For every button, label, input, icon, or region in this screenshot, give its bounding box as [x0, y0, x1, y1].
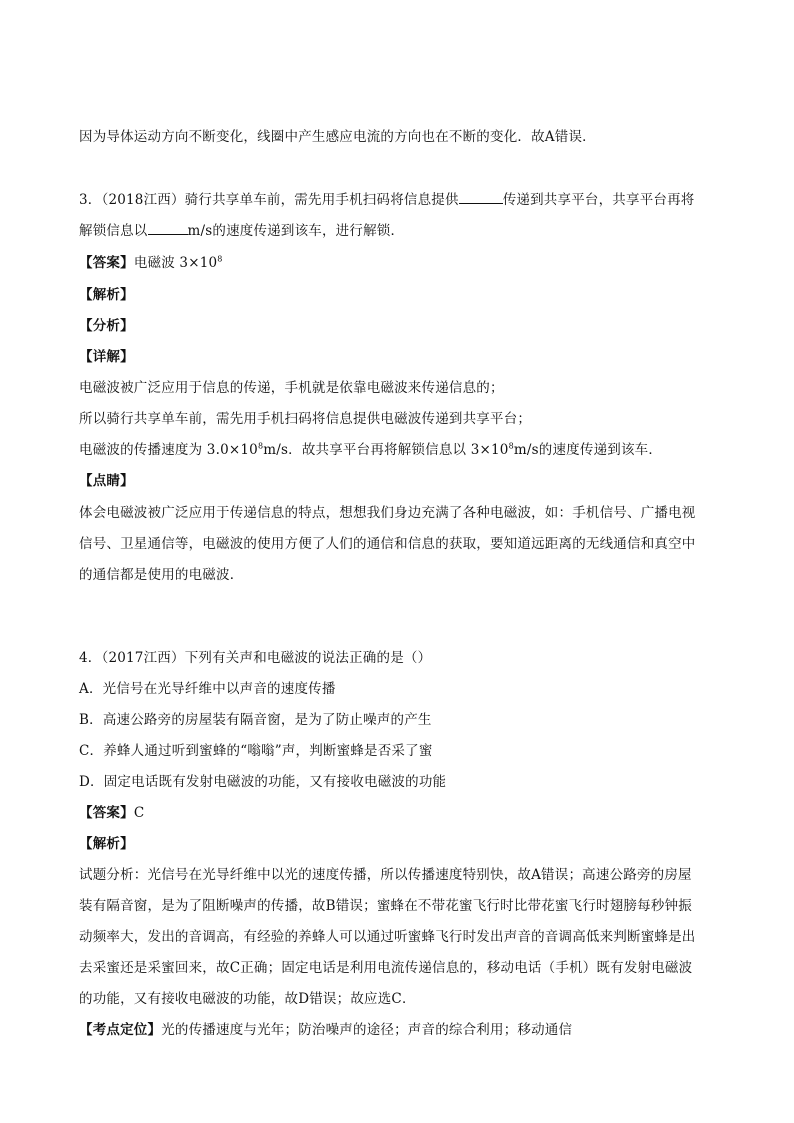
q3-blank-1 [459, 191, 503, 204]
q3-answer-label: 【答案】 [79, 255, 134, 271]
q4-answer: 【答案】C [79, 805, 145, 821]
prev-answer-continuation: 因为导体运动方向不断变化，线圈中产生感应电流的方向也在不断的变化．故A错误． [79, 129, 596, 145]
q3-point-line1: 体会电磁波被广泛应用于传递信息的特点，想想我们身边充满了各种电磁波，如：手机信号、广播电视 [79, 505, 696, 521]
q4-analysis-line5: 的功能，又有接收电磁波的功能，故D错误；故应选C． [79, 991, 416, 1007]
q3-fenxi-label: 【分析】 [79, 318, 134, 334]
q3-point-label: 【点睛】 [79, 473, 134, 489]
q3-point-line3: 的通信都是使用的电磁波． [79, 567, 244, 583]
q4-analysis-line3: 动频率大，发出的音调高，有经验的养蜂人可以通过听蜜蜂飞行时发出声音的音调高低来判断蜜蜂是出 [79, 929, 696, 945]
q4-option-b: B．高速公路旁的房屋装有隔音窗，是为了防止噪声的产生 [79, 712, 432, 728]
q3-detail-line3: 电磁波的传播速度为 $3.0\times 10^8m/s$．故共享平台再将解锁信息以 $3\times 10^8m/s$的速度传递到该车． [79, 441, 663, 458]
q3-answer: 【答案】电磁波 $3\times 10^8$ [79, 254, 223, 271]
q4-analysis-line2: 装有隔音窗，是为了阻断噪声的传播，故B错误；蜜蜂在不带花蜜飞行时比带花蜜飞行时翅膀每秒钟振 [79, 898, 692, 914]
q4-stem: 4．（2017江西）下列有关声和电磁波的说法正确的是（） [79, 650, 432, 666]
q4-kaodian: 【考点定位】光的传播速度与光年；防治噪声的途径；声音的综合利用；移动通信 [79, 1022, 573, 1038]
q4-option-d: D．固定电话既有发射电磁波的功能，又有接收电磁波的功能 [79, 774, 447, 790]
q4-kaodian-label: 【考点定位】 [79, 1022, 162, 1038]
q4-answer-label: 【答案】 [79, 805, 134, 821]
q3-blank-2 [148, 222, 188, 235]
q3-detail-label: 【详解】 [79, 349, 134, 365]
q3-detail-line1: 电磁波被广泛应用于信息的传递，手机就是依靠电磁波来传递信息的； [79, 380, 504, 396]
q3-analysis-label: 【解析】 [79, 287, 134, 303]
q4-option-c: C．养蜂人通过听到蜜蜂的“嗡嗡”声，判断蜜蜂是否采了蜜 [79, 743, 433, 759]
q4-analysis-line1: 试题分析：光信号在光导纤维中以光的速度传播，所以传播速度特别快，故A错误；高速公路旁的房屋 [79, 867, 692, 883]
q3-stem-line2: 解锁信息以 m/s的速度传递到该车，进行解锁． [79, 223, 405, 239]
q3-detail-line2: 所以骑行共享单车前，需先用手机扫码将信息提供电磁波传递到共享平台； [79, 411, 532, 427]
q4-option-a: A．光信号在光导纤维中以声音的速度传播 [79, 681, 336, 697]
q4-analysis-label: 【解析】 [79, 836, 134, 852]
q3-stem-line1: 3．（2018江西）骑行共享单车前，需先用手机扫码将信息提供 传递到共享平台，共享平台再将 [79, 192, 695, 208]
q3-point-line2: 信号、卫星通信等，电磁波的使用方便了人们的通信和信息的获取，要知道远距离的无线通信和真空中 [79, 536, 696, 552]
q4-analysis-line4: 去采蜜还是采蜜回来，故C正确；固定电话是利用电流传递信息的，移动电话（手机）既有发射电磁波 [79, 960, 693, 976]
